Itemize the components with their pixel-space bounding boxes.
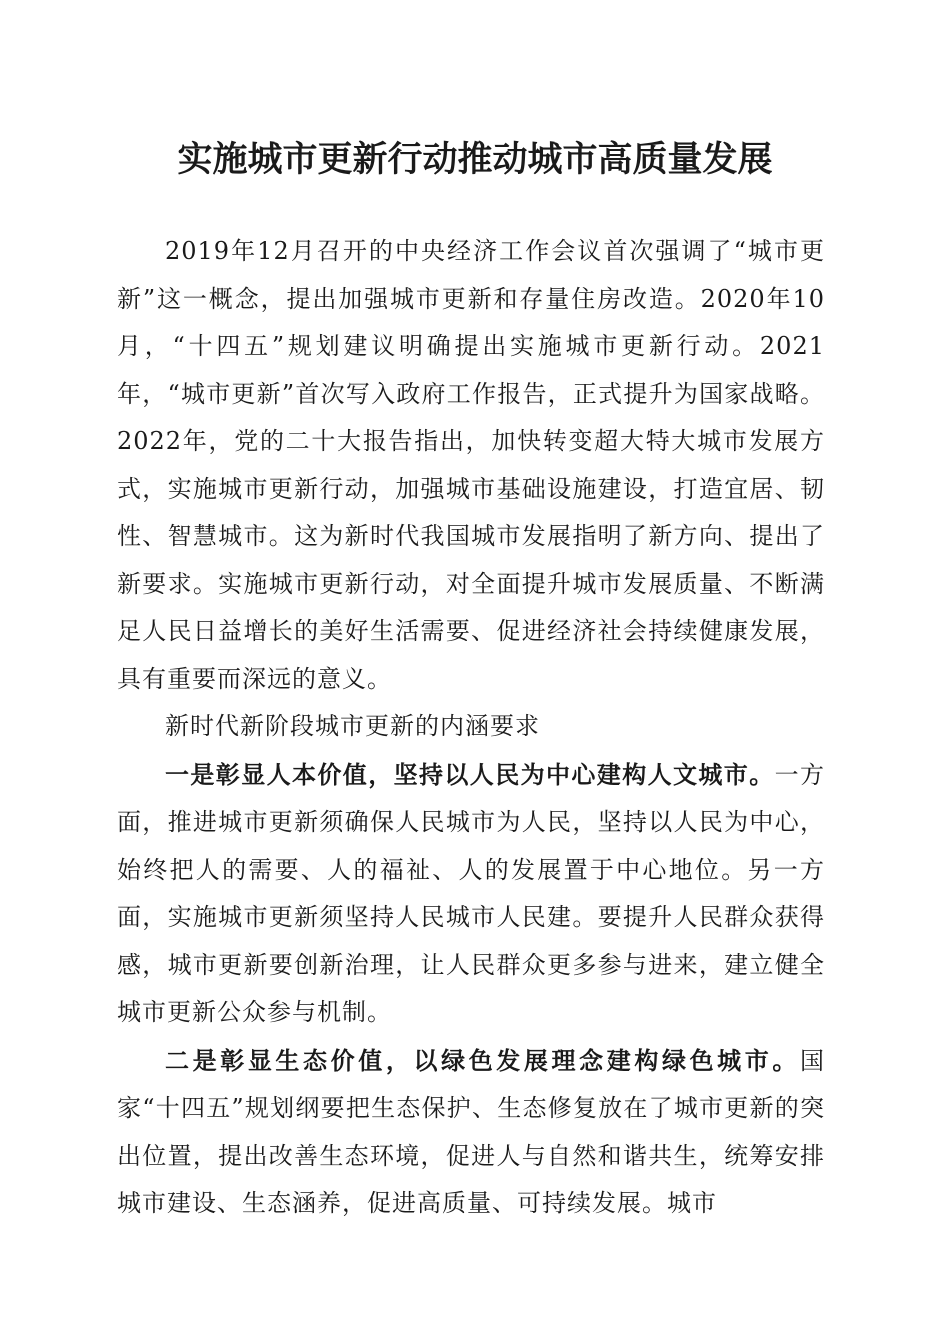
point-1-text: 一方面，推进城市更新须确保人民城市为人民，坚持以人民为中心，始终把人的需要、人的福祉、人的发展置于中心地位。另一方面，实施城市更新须坚持人民城市人民建。要提升人民群众获得感，城市更新要创新治理，让人民群众更多参与进来，建立健全城市更新公众参与机制。 (117, 760, 826, 1026)
section-heading: 新时代新阶段城市更新的内涵要求 (165, 712, 540, 740)
point-paragraph-1 (117, 751, 825, 1037)
intro-paragraph-text: 2019年12月召开的中央经济工作会议首次强调了“城市更新”这一概念，提出加强城市更新和存量住房改造。2020年10月，“十四五”规划建议明确提出实施城市更新行动。2021年，“城市更新”首次写入政府工作报告，正式提升为国家战略。2022年，党的二十大报告指出，加快转变超大特大城市发展方式，实施城市更新行动，加强城市基础设施建设，打造宜居、韧性、智慧城市。这为新时代我国城市发展指明了新方向、提出了新要求。实施城市更新行动，对全面提升城市发展质量、不断满足人民日益增长的美好生活需要、促进经济社会持续健康发展，具有重要而深远的意义。 (117, 237, 825, 693)
point-1-lead: 一是彰显人本价值，坚持以人民为中心建构人文城市。 (165, 759, 775, 789)
point-2-text: 国家“十四五”规划纲要把生态保护、生态修复放在了城市更新的突出位置，提出改善生态环境，促进人与自然和谐共生，统筹安排城市建设、生态涵养，促进高质量、可持续发展。城市 (117, 1046, 825, 1217)
intro-paragraph (117, 228, 825, 703)
document-body (117, 228, 825, 1228)
point-2-lead: 二是彰显生态价值，以绿色发展理念建构绿色城市。 (165, 1045, 800, 1075)
point-paragraph-2 (117, 1037, 825, 1228)
document-title: 实施城市更新行动推动城市高质量发展 (177, 139, 773, 180)
